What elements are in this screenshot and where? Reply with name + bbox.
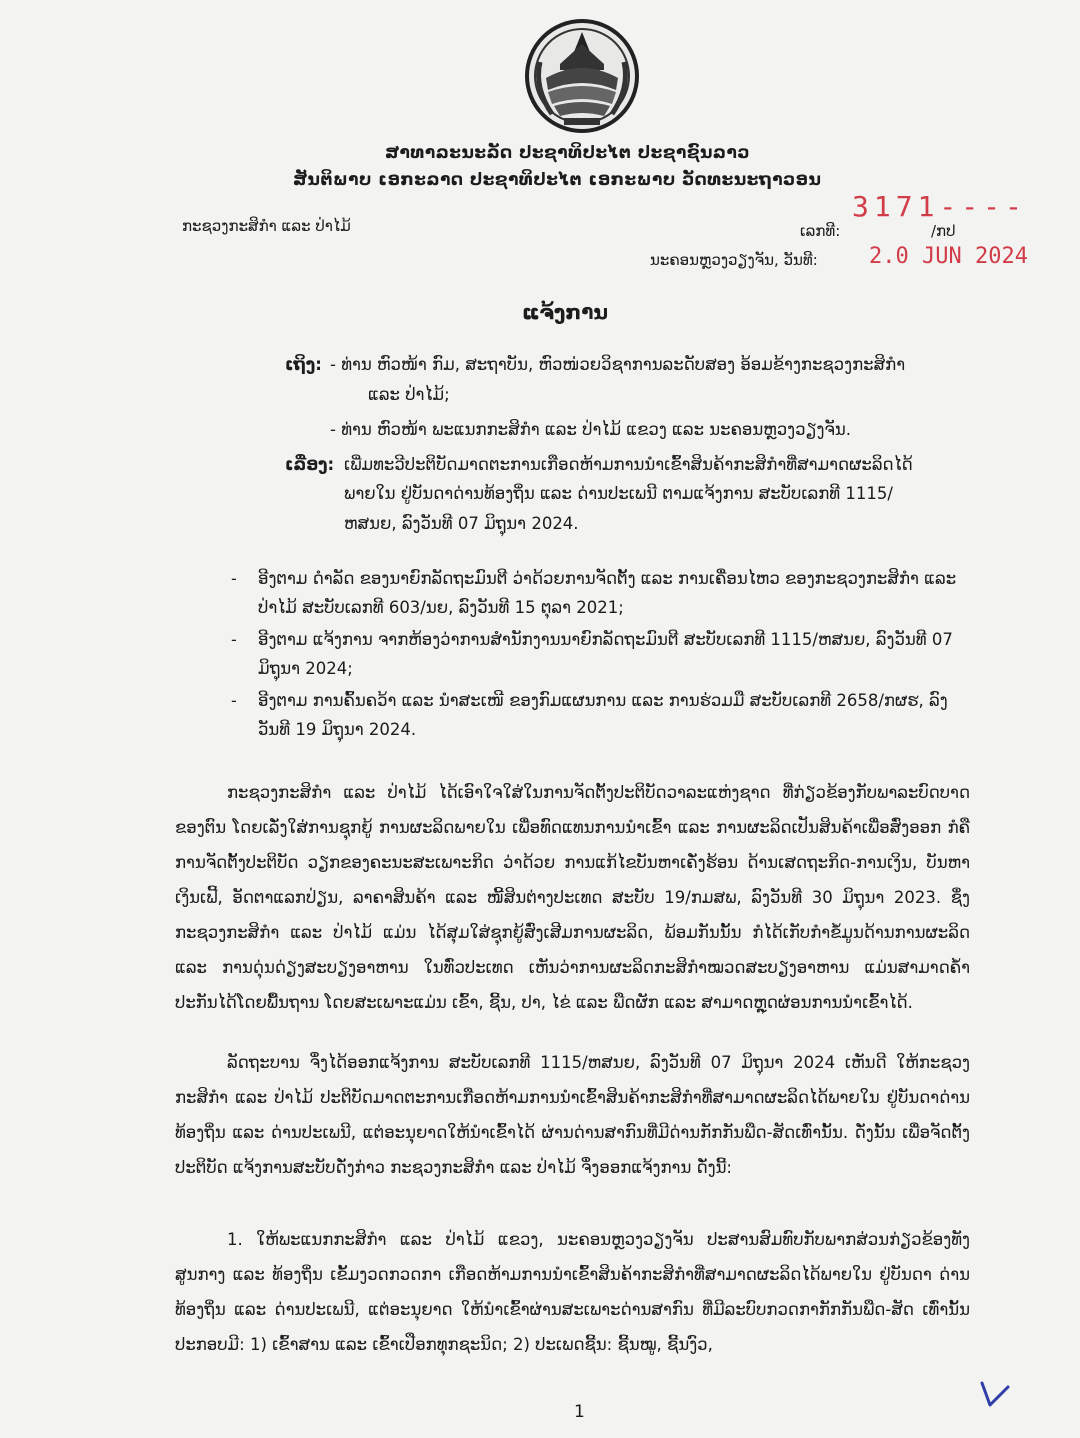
- ministry-name: ກະຊວງກະສິກຳ ແລະ ປ່າໄມ້: [182, 217, 351, 235]
- document-number-label: ເລກທີ:: [800, 222, 841, 240]
- to-label: ເຖິງ:: [285, 355, 322, 374]
- reference-number-stamp: 3171----: [852, 190, 1027, 223]
- paragraph-3: 1. ໃຫ້ພະແນກກະສິກຳ ແລະ ປ່າໄມ້ ແຂວງ, ນະຄອນຫຼວງວຽງຈັນ ປະສານສົມທົບກັບພາກສ່ວນກ່ຽວຂ້ອງທັງສູນກາງ ແລະ ທ້ອງຖິ່ນ ເຂັ້ມງວດກວດກາ ເກືອດຫ້າມການນຳເຂົ້າສິນຄ້າກະສິກຳທີ່ສາມາດຜະລິດໄດ້ພາຍໃນ ຢູ່ບັນດາ ດ່ານທ້ອງຖິ່ນ ແລະ ດ່ານປະເພນີ, ແຕ່ອະນຸຍາດ ໃຫ້ນຳເຂົ້າຜ່ານສະເພາະດ່ານສາກົນ ທີ່ມີລະບົບກວດກາກັກກັນພືດ-ສັດ ເທົ່ານັ້ນປະກອບມີ: 1) ເຂົ້າສານ ແລະ ເຂົ້າເປືອກທຸກຊະນິດ; 2) ປະເພດຊີ້ນ: ຊີ້ນໝູ, ຊີ້ນງົວ,: [175, 1230, 970, 1354]
- handwritten-check-mark-icon: [978, 1377, 1012, 1411]
- reference-2-line-1: ອີງຕາມ ແຈ້ງການ ຈາກຫ້ອງວ່າການສຳນັກງານນາຍົກລັດຖະມົນຕີ ສະບັບເລກທີ 1115/ຫສນຍ, ລົງວັນທີ 07: [258, 630, 953, 649]
- national-emblem-icon: [524, 18, 640, 134]
- date-stamp: 2.0 JUN 2024: [869, 244, 1028, 269]
- to-item-1-line-2: ແລະ ປ່າໄມ້;: [368, 385, 450, 404]
- subject-label: ເລື່ອງ:: [285, 455, 335, 474]
- reference-2-line-2: ມິຖຸນາ 2024;: [258, 659, 353, 678]
- to-item-1-line-1: - ທ່ານ ຫົວໜ້າ ກົມ, ສະຖາບັນ, ຫົວໜ່ວຍວິຊາການລະດັບສອງ ອ້ອມຂ້າງກະຊວງກະສິກຳ: [330, 355, 906, 374]
- paragraph-2: ລັດຖະບານ ຈຶ່ງໄດ້ອອກແຈ້ງການ ສະບັບເລກທີ 1115/ຫສນຍ, ລົງວັນທີ 07 ມິຖຸນາ 2024 ເຫັນດີ ໃຫ້ກະຊວງ ກະສິກຳ ແລະ ປ່າໄມ້ ປະຕິບັດມາດຕະການເກືອດຫ້າມການນຳເຂົ້າສິນຄ້າກະສິກຳທີ່ສາມາດຜະລິດໄດ້ພາຍໃນ ຢູ່ບັນດາດ່ານທ້ອງຖິ່ນ ແລະ ດ່ານປະເພນີ, ແຕ່ອະນຸຍາດໃຫ້ນຳເຂົ້າໄດ້ ຜ່ານດ່ານສາກົນທີ່ມີດ່ານກັກກັນພືດ-ສັດເທົ່ານັ້ນ. ດັ່ງນັ້ນ ເພື່ອຈັດຕັ້ງປະຕິບັດ ແຈ້ງການສະບັບດັ່ງກ່າວ ກະຊວງກະສິກຳ ແລະ ປ່າໄມ້ ຈຶ່ງອອກແຈ້ງການ ດັ່ງນີ້:: [175, 1053, 970, 1177]
- page-number: 1: [574, 1402, 585, 1422]
- document-number-suffix: /ກປ: [931, 222, 956, 240]
- reference-1-line-1: ອີງຕາມ ດຳລັດ ຂອງນາຍົກລັດຖະມົນຕີ ວ່າດ້ວຍການຈັດຕັ້ງ ແລະ ການເຄື່ອນໄຫວ ຂອງກະຊວງກະສິກຳ ແລະ: [258, 569, 957, 588]
- national-motto: ສັນຕິພາບ ເອກະລາດ ປະຊາທິປະໄຕ ເອກະພາບ ວັດທະນະຖາວອນ: [293, 170, 822, 190]
- to-item-2: - ທ່ານ ຫົວໜ້າ ພະແນກກະສິກຳ ແລະ ປ່າໄມ້ ແຂວງ ແລະ ນະຄອນຫຼວງວຽງຈັນ.: [330, 420, 851, 439]
- reference-3-line-1: ອີງຕາມ ການຄົ້ນຄວ້າ ແລະ ນຳສະເໜີ ຂອງກົມແຜນການ ແລະ ການຮ່ວມມື ສະບັບເລກທີ 2658/ກຜຮ, ລົງ: [258, 691, 948, 710]
- subject-line-3: ຫສນຍ, ລົງວັນທີ 07 ມິຖຸນາ 2024.: [344, 514, 579, 533]
- country-name: ສາທາລະນະລັດ ປະຊາທິປະໄຕ ປະຊາຊົນລາວ: [385, 143, 750, 163]
- reference-1-line-2: ປ່າໄມ້ ສະບັບເລກທີ 603/ນຍ, ລົງວັນທີ 15 ຕຸລາ 2021;: [258, 598, 624, 617]
- reference-3-line-2: ວັນທີ 19 ມິຖຸນາ 2024.: [258, 720, 417, 739]
- reference-bullet: -: [231, 569, 237, 588]
- document-title: ແຈ້ງການ: [522, 300, 609, 324]
- subject-line-2: ພາຍໃນ ຢູ່ບັນດາດ່ານທ້ອງຖິ່ນ ແລະ ດ່ານປະເພນີ ຕາມແຈ້ງການ ສະບັບເລກທີ 1115/: [344, 484, 893, 503]
- subject-line-1: ເພີ່ມທະວີປະຕິບັດມາດຕະການເກືອດຫ້າມການນຳເຂົ້າສິນຄ້າກະສິກຳທີ່ສາມາດຜະລິດໄດ້: [344, 455, 913, 474]
- place-date-label: ນະຄອນຫຼວງວຽງຈັນ, ວັນທີ:: [650, 251, 818, 269]
- reference-bullet: -: [231, 691, 237, 710]
- reference-bullet: -: [231, 630, 237, 649]
- paragraph-1: ກະຊວງກະສິກຳ ແລະ ປ່າໄມ້ ໄດ້ເອົາໃຈໃສ່ໃນການຈັດຕັ້ງປະຕິບັດວາລະແຫ່ງຊາດ ທີ່ກ່ຽວຂ້ອງກັບພາລະບົດບາດຂອງຕົນ ໂດຍເລັ່ງໃສ່ການຊຸກຍູ້ ການຜະລິດພາຍໃນ ເພື່ອທົດແທນການນຳເຂົ້າ ແລະ ການຜະລິດເປັນສິນຄ້າເພື່ອສົ່ງອອກ ກໍຄືການຈັດຕັ້ງປະຕິບັດ ວຽກຂອງຄະນະສະເພາະກິດ ວ່າດ້ວຍ ການແກ້ໄຂບັນຫາເຄັ່ງຮ້ອນ ດ້ານເສດຖະກິດ-ການເງິນ, ບັນຫາເງິນເຟີ້, ອັດຕາແລກປ່ຽນ, ລາຄາສິນຄ້າ ແລະ ໜີ້ສິນຕ່າງປະເທດ ສະບັບ 19/ກມສພ, ລົງວັນທີ 30 ມິຖຸນາ 2023. ຊຶ່ງກະຊວງກະສິກຳ ແລະ ປ່າໄມ້ ແມ່ນ ໄດ້ສຸມໃສ່ຊຸກຍູ້ສົ່ງເສີມການຜະລິດ, ພ້ອມກັນນັ້ນ ກໍໄດ້ເກັບກຳຂໍ້ມູນດ້ານການຜະລິດ ແລະ ການດຸ່ນດ່ຽງສະບຽງອາຫານ ໃນທົ່ວປະເທດ ເຫັນວ່າການຜະລິດກະສິກຳໝວດສະບຽງອາຫານ ແມ່ນສາມາດຄ້ຳປະກັນໄດ້ໂດຍພື້ນຖານ ໂດຍສະເພາະແມ່ນ ເຂົ້າ, ຊີ້ນ, ປາ, ໄຂ່ ແລະ ພືດຜັກ ແລະ ສາມາດຫຼຸດຜ່ອນການນຳເຂົ້າໄດ້.: [175, 783, 970, 1012]
